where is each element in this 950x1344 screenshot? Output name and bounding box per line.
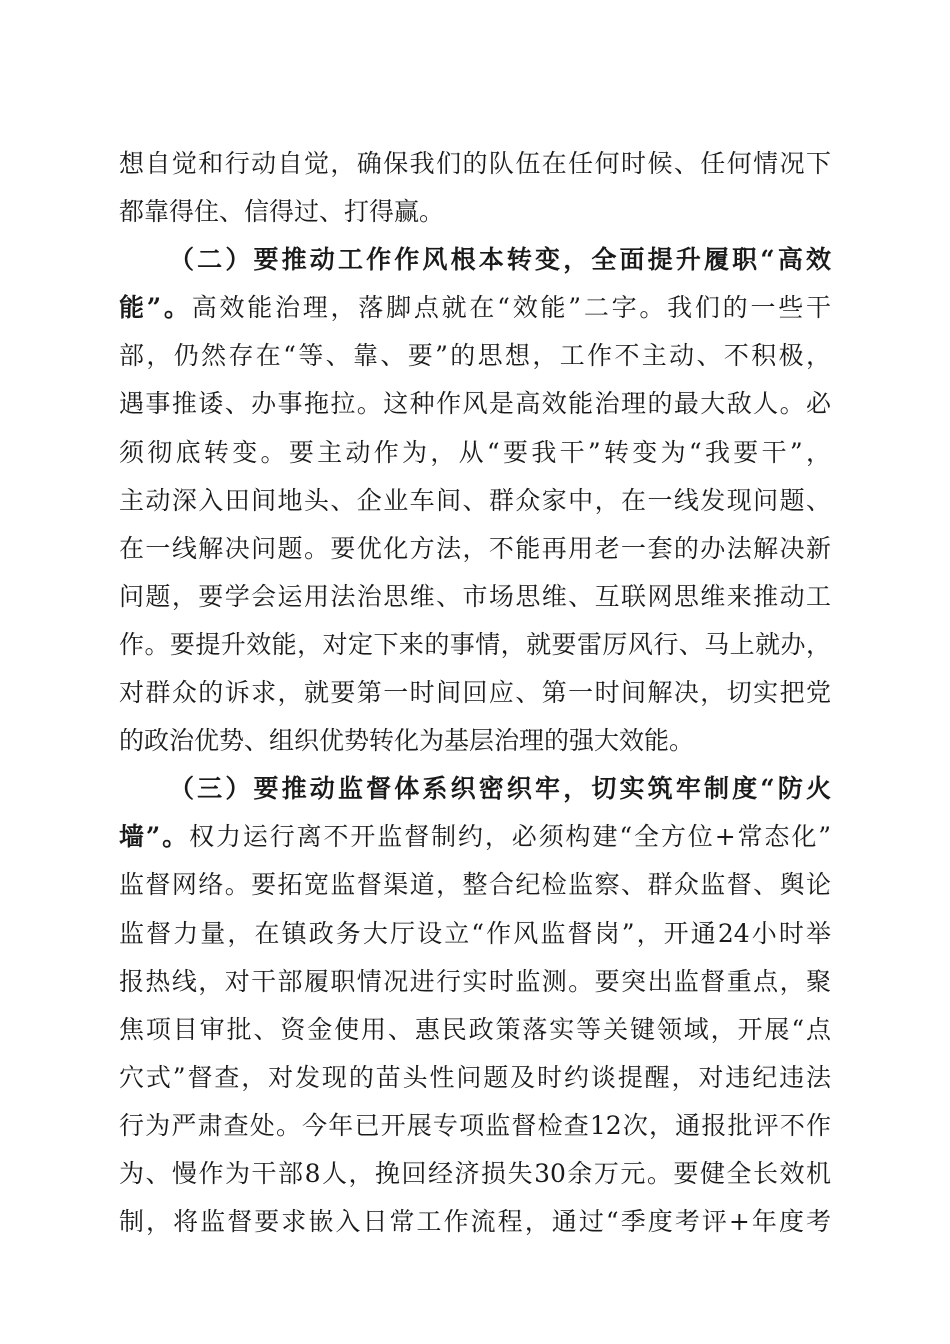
paragraph-text: 权力运行离不开监督制约，必须构建“全方位+常态化” (189, 822, 831, 852)
text-line (119, 477, 831, 525)
paragraph-text: 行为严肃查处。今年已开展专项监督检查12次，通报批评不作 (119, 1110, 831, 1140)
paragraph-text: 为、慢作为干部8人，挽回经济损失30余万元。要健全长效机 (119, 1158, 831, 1188)
paragraph-text: 穴式”督查，对发现的苗头性问题及时约谈提醒，对违纪违法 (119, 1062, 831, 1092)
text-line (119, 236, 831, 284)
text-line (119, 1150, 831, 1198)
text-line (119, 332, 831, 380)
body-text (119, 140, 831, 1246)
text-line (119, 1054, 831, 1102)
paragraph-text: 对群众的诉求，就要第一时间回应、第一时间解决，切实把党 (119, 678, 831, 708)
text-line (119, 1006, 831, 1054)
text-line (119, 140, 831, 188)
paragraph-text: 的政治优势、组织优势转化为基层治理的强大效能。 (119, 726, 695, 756)
text-line (119, 717, 831, 765)
paragraph-text: 主动深入田间地头、企业车间、群众家中，在一线发现问题、 (119, 485, 831, 515)
paragraph-text: 作。要提升效能，对定下来的事情，就要雷厉风行、马上就办， (119, 629, 831, 659)
text-line (119, 910, 831, 958)
paragraph-text: 都靠得住、信得过、打得赢。 (119, 197, 445, 227)
text-line (119, 1198, 831, 1246)
text-line (119, 284, 831, 332)
paragraph-text: 监督网络。要拓宽监督渠道，整合纪检监察、群众监督、舆论 (119, 870, 831, 900)
text-line (119, 525, 831, 573)
text-line (119, 380, 831, 428)
heading-text: （三）要推动监督体系织密织牢，切实筑牢制度“防火 (169, 774, 831, 804)
heading-text: 能”。 (119, 293, 192, 323)
heading-text: 墙”。 (119, 822, 190, 852)
paragraph-text: 遇事推诿、办事拖拉。这种作风是高效能治理的最大敌人。必 (119, 389, 831, 419)
paragraph-text: 监督力量，在镇政务大厅设立“作风监督岗”，开通24小时举 (119, 918, 831, 948)
text-line (119, 958, 831, 1006)
paragraph-text: 想自觉和行动自觉，确保我们的队伍在任何时候、任何情况下 (119, 149, 831, 178)
text-line (119, 669, 831, 717)
text-line (119, 813, 831, 861)
paragraph-text: 制，将监督要求嵌入日常工作流程，通过“季度考评+年度考 (119, 1207, 831, 1237)
text-line (119, 188, 831, 236)
paragraph-text: 在一线解决问题。要优化方法，不能再用老一套的办法解决新 (119, 533, 831, 563)
text-line (119, 1102, 831, 1150)
paragraph-text: 须彻底转变。要主动作为，从“要我干”转变为“我要干”， (119, 437, 831, 467)
paragraph-text: 焦项目审批、资金使用、惠民政策落实等关键领域，开展“点 (119, 1014, 831, 1044)
text-line (119, 573, 831, 621)
text-line (119, 621, 831, 669)
heading-text: （二）要推动工作作风根本转变，全面提升履职“高效 (169, 245, 831, 275)
text-line (119, 765, 831, 813)
paragraph-text: 问题，要学会运用法治思维、市场思维、互联网思维来推动工 (119, 581, 831, 611)
paragraph-text: 高效能治理，落脚点就在“效能”二字。我们的一些干 (191, 293, 831, 323)
text-line (119, 861, 831, 909)
paragraph-text: 部，仍然存在“等、靠、要”的思想，工作不主动、不积极， (119, 341, 831, 371)
text-line (119, 429, 831, 477)
paragraph-text: 报热线，对干部履职情况进行实时监测。要突出监督重点，聚 (119, 966, 831, 996)
